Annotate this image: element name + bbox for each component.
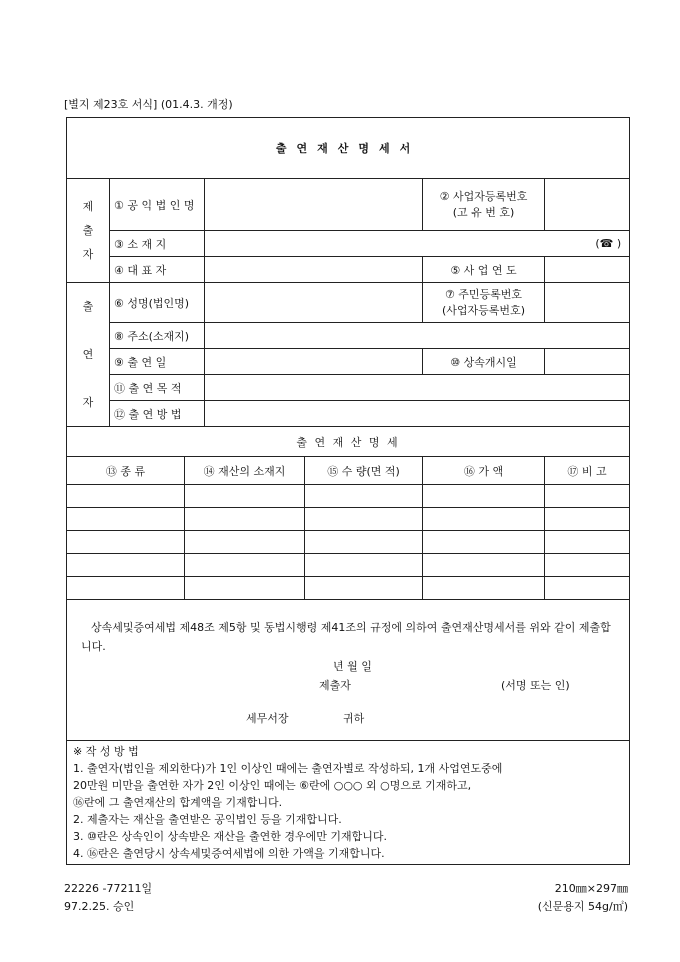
cell-quantity[interactable] (305, 554, 423, 577)
cell-quantity[interactable] (305, 508, 423, 531)
form-number: [별지 제23호 서식] (01.4.3. 개정) (64, 98, 233, 111)
representative-field[interactable] (205, 257, 423, 283)
tax-office-label: 세무서장 (246, 712, 289, 725)
business-year-field[interactable] (545, 257, 630, 283)
cell-value[interactable] (423, 554, 545, 577)
table-row (67, 508, 630, 531)
col-quantity: ⑮ 수 량(면 적) (305, 457, 423, 485)
cell-location[interactable] (185, 531, 305, 554)
approval-date: 97.2.25. 승인 (64, 900, 135, 913)
business-reg-number-label: ② 사업자등록번호 (고 유 번 호) (423, 179, 545, 231)
col-type: ⑬ 종 류 (67, 457, 185, 485)
signature-label: (서명 또는 인) (501, 679, 570, 692)
location-label: ③ 소 재 지 (110, 231, 205, 257)
cell-location[interactable] (185, 508, 305, 531)
declaration-text: 상속세및증여세법 제48조 제5항 및 동법시행령 제41조의 규정에 의하여 출연재산명세서를 위와 같이 제출합니다. (81, 621, 611, 653)
business-reg-number-field[interactable] (545, 179, 630, 231)
col-remarks: ⑰ 비 고 (545, 457, 630, 485)
paper-type: (신문용지 54g/㎡) (537, 900, 628, 913)
contribution-date-field[interactable] (205, 349, 423, 375)
address-label: ⑧ 주소(소재지) (110, 323, 205, 349)
contributor-name-field[interactable] (205, 283, 423, 323)
instruction-item: 20만원 미만을 출연한 자가 2인 이상인 때에는 ⑥란에 ○○○ 외 ○명으로 기재하고, (73, 779, 472, 792)
instruction-item: ⑯란에 그 출연재산의 합계액을 기재합니다. (73, 796, 283, 809)
col-location: ⑭ 재산의 소재지 (185, 457, 305, 485)
cell-location[interactable] (185, 554, 305, 577)
cell-quantity[interactable] (305, 531, 423, 554)
instructions-title: ※ 작 성 방 법 (73, 745, 139, 758)
contributor-name-label: ⑥ 성명(법인명) (110, 283, 205, 323)
instruction-item: 3. ⑩란은 상속인이 상속받은 재산을 출연한 경우에만 기재합니다. (73, 830, 387, 843)
cell-value[interactable] (423, 577, 545, 600)
cell-type[interactable] (67, 508, 185, 531)
corp-name-label: ① 공 익 법 인 명 (110, 179, 205, 231)
contributor-section-label: 출 연 자 (67, 283, 110, 427)
cell-value[interactable] (423, 485, 545, 508)
table-row (67, 554, 630, 577)
recipient-label: 귀하 (343, 712, 365, 725)
resident-reg-number-field[interactable] (545, 283, 630, 323)
cell-type[interactable] (67, 554, 185, 577)
representative-label: ④ 대 표 자 (110, 257, 205, 283)
cell-type[interactable] (67, 485, 185, 508)
date-line: 년 월 일 (333, 660, 372, 673)
cell-quantity[interactable] (305, 485, 423, 508)
contribution-method-field[interactable] (205, 401, 630, 427)
corp-name-field[interactable] (205, 179, 423, 231)
declaration-block (67, 600, 630, 741)
form-title: 출연재산명세서 (67, 118, 630, 179)
phone-label: (☎ ) (595, 237, 622, 250)
table-row (67, 577, 630, 600)
cell-remarks[interactable] (545, 485, 630, 508)
paper-size: 210㎜×297㎜ (554, 882, 628, 895)
form-code: 22226 -77211일 (64, 882, 153, 895)
resident-reg-number-label: ⑦ 주민등록번호 (사업자등록번호) (423, 283, 545, 323)
submitter-sign-label: 제출자 (319, 679, 351, 692)
contribution-method-label: ⑫ 출 연 방 법 (110, 401, 205, 427)
cell-location[interactable] (185, 485, 305, 508)
inheritance-start-label: ⑩ 상속개시일 (423, 349, 545, 375)
contribution-purpose-field[interactable] (205, 375, 630, 401)
instruction-item: 2. 제출자는 재산을 출연받은 공익법인 등을 기재합니다. (73, 813, 342, 826)
table-row (67, 531, 630, 554)
contribution-form (66, 117, 630, 865)
submitter-section-label: 제 출 자 (67, 179, 110, 283)
cell-remarks[interactable] (545, 508, 630, 531)
cell-type[interactable] (67, 577, 185, 600)
contribution-purpose-label: ⑪ 출 연 목 적 (110, 375, 205, 401)
cell-type[interactable] (67, 531, 185, 554)
cell-value[interactable] (423, 508, 545, 531)
cell-location[interactable] (185, 577, 305, 600)
cell-value[interactable] (423, 531, 545, 554)
table-row (67, 485, 630, 508)
cell-quantity[interactable] (305, 577, 423, 600)
business-year-label: ⑤ 사 업 연 도 (423, 257, 545, 283)
col-value: ⑯ 가 액 (423, 457, 545, 485)
cell-remarks[interactable] (545, 577, 630, 600)
instruction-item: 4. ⑯란은 출연당시 상속세및증여세법에 의한 가액을 기재합니다. (73, 847, 385, 860)
contribution-date-label: ⑨ 출 연 일 (110, 349, 205, 375)
address-field[interactable] (205, 323, 630, 349)
instructions-block (67, 741, 630, 865)
inheritance-start-field[interactable] (545, 349, 630, 375)
cell-remarks[interactable] (545, 531, 630, 554)
cell-remarks[interactable] (545, 554, 630, 577)
instruction-item: 1. 출연자(법인을 제외한다)가 1인 이상인 때에는 출연자별로 작성하되, 1개 사업연도중에 (73, 762, 503, 775)
details-heading: 출 연 재 산 명 세 (67, 427, 630, 457)
location-field[interactable] (205, 231, 630, 257)
